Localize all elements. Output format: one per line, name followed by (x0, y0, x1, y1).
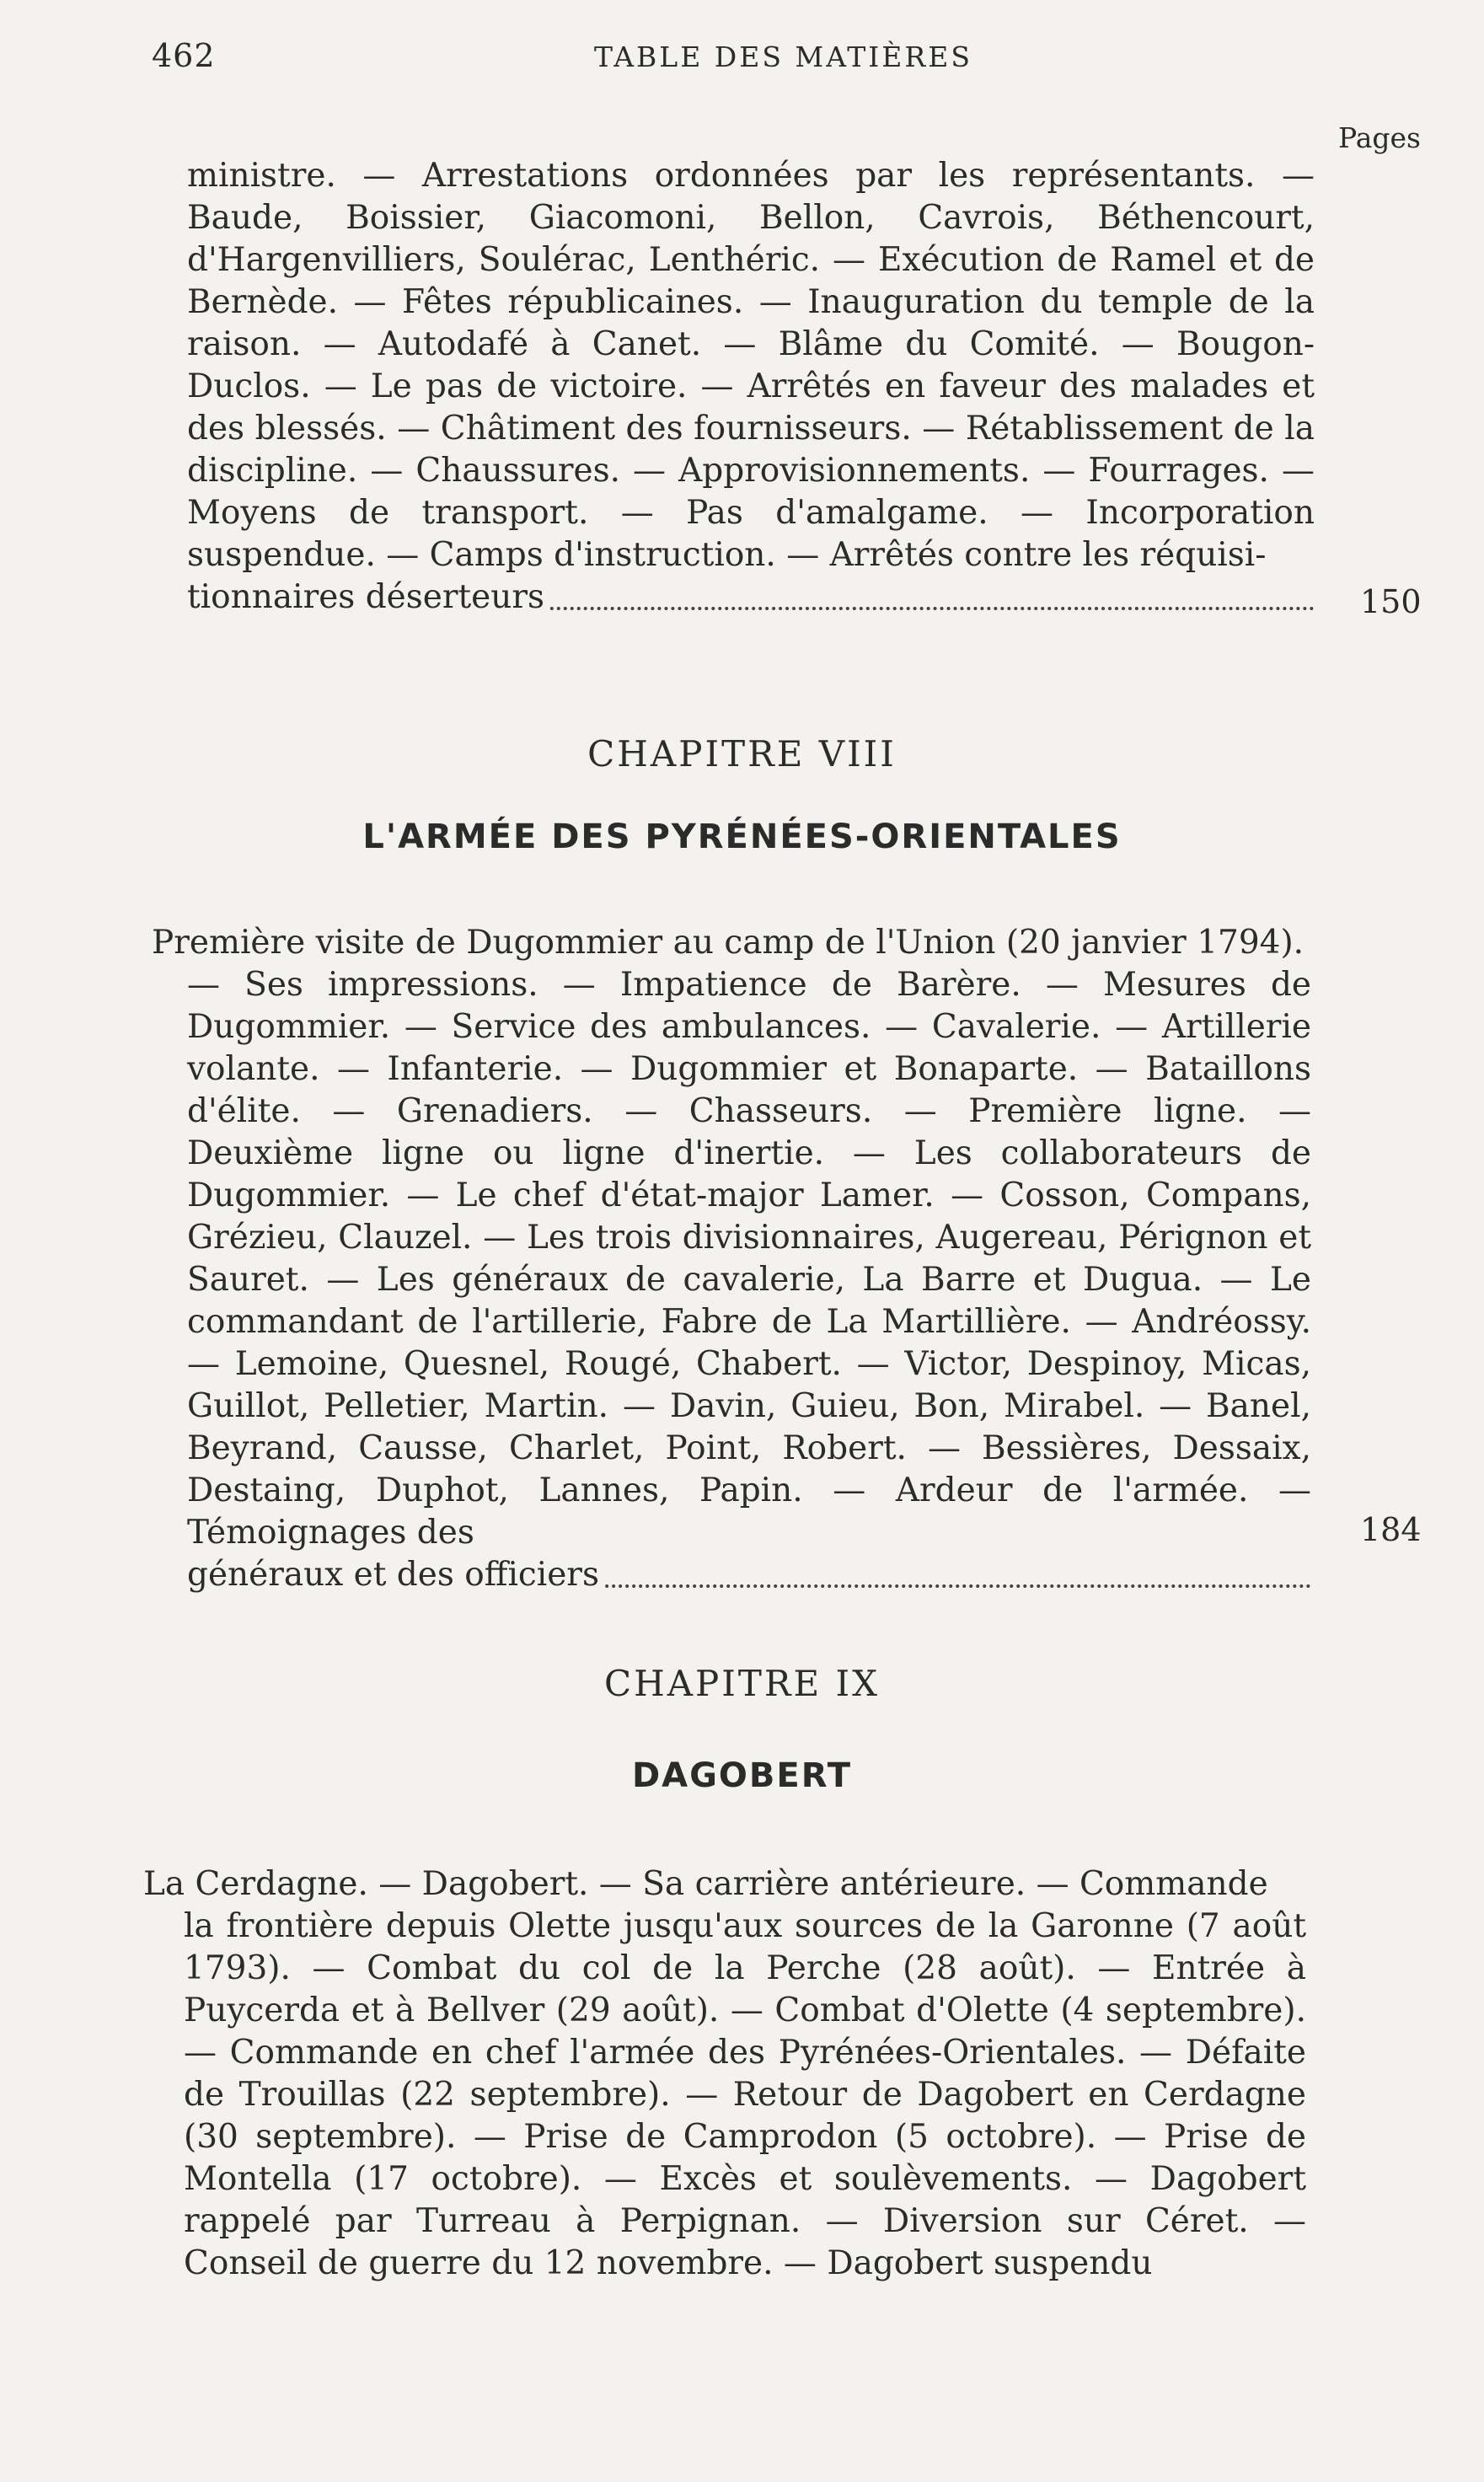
running-head (152, 37, 1331, 79)
chapter-title: L'ARMÉE DES PYRÉNÉES-ORIENTALES (362, 818, 1122, 856)
entry-summary: ministre. — Arrestations ordonnées par les représentants. — Baude, Boissier, Giacomoni, Bellon, Cavrois, Béthencourt, d'Hargenvilliers, Soulérac, Lenthéric. — Exécution de Ramel et de Bernède. — Fêtes républicaines. — Inauguration du temple de la raison. — Autodafé à Canet. — Blâme du Comité. — Bougon-Duclos. — Le pas de victoire. — Arrêtés en faveur des malades et des blessés. — Châtiment des fournisseurs. — Rétablissement de la discipline. — Chaussures. — Approvisionnements. — Fourrages. — Moyens de transport. — Pas d'amalgame. — Incorporation suspendue. — Camps d'instruction. — Arrêtés contre les réquisi- (187, 157, 1315, 574)
entry-last-line: tionnaires déserteurs (187, 576, 1315, 619)
toc-entry (152, 922, 1311, 1596)
running-title: TABLE DES MATIÈRES (594, 40, 972, 73)
entry-body (143, 1906, 1306, 2285)
page-reference: 184 (1360, 1511, 1422, 1548)
entry-summary: la frontière depuis Olette jusqu'aux sources de la Garonne (7 août 1793). — Combat du col de la Perche (28 août). — Entrée à Puycerda et à Bellver (29 août). — Combat d'Olette (4 septembre). — Commande en chef l'armée des Pyrénées-Orientales. — Défaite de Trouillas (22 septembre). — Retour de Dagobert en Cerdagne (30 septembre). — Prise de Camprodon (5 octobre). — Prise de Montella (17 octobre). — Excès et soulèvements. — Dagobert rappelé par Turreau à Perpignan. — Diversion sur Céret. — Conseil de guerre du 12 novembre. — Dagobert suspendu (184, 1907, 1306, 2282)
page-reference: 150 (1360, 583, 1422, 620)
entry-body (152, 964, 1311, 1596)
chapter-heading: CHAPITRE VIII (587, 733, 897, 775)
entry-last-line: généraux et des officiers (187, 1554, 1311, 1596)
toc-entry (143, 1863, 1306, 2285)
pages-column-label: Pages (1338, 121, 1421, 154)
chapter-heading: CHAPITRE IX (603, 1663, 881, 1704)
entry-first-line: La Cerdagne. — Dagobert. — Sa carrière antérieure. — Commande (143, 1865, 1268, 1903)
toc-entry-continuation (187, 155, 1315, 619)
entry-summary: — Ses impressions. — Impatience de Barère. — Mesures de Dugommier. — Service des ambulances. — Cavalerie. — Artillerie volante. — Infanterie. — Dugommier et Bonaparte. — Bataillons d'élite. — Grenadiers. — Chasseurs. — Première ligne. — Deuxième ligne ou ligne d'inertie. — Les collaborateurs de Dugommier. — Le chef d'état-major Lamer. — Cosson, Compans, Grézieu, Clauzel. — Les trois divisionnaires, Augereau, Pérignon et Sauret. — Les généraux de cavalerie, La Barre et Dugua. — Le commandant de l'artillerie, Fabre de La Martillière. — Andréossy. — Lemoine, Quesnel, Rougé, Chabert. — Victor, Despinoy, Micas, Guillot, Pelletier, Martin. — Davin, Guieu, Bon, Mirabel. — Banel, Beyrand, Causse, Charlet, Point, Robert. — Bessières, Dessaix, Destaing, Duphot, Lannes, Papin. — Ardeur de l'armée. — Témoignages des (187, 966, 1311, 1552)
page-number: 462 (152, 37, 216, 74)
chapter-title: DAGOBERT (631, 1756, 853, 1795)
entry-first-line: Première visite de Dugommier au camp de l'Union (20 janvier 1794). (152, 924, 1305, 962)
